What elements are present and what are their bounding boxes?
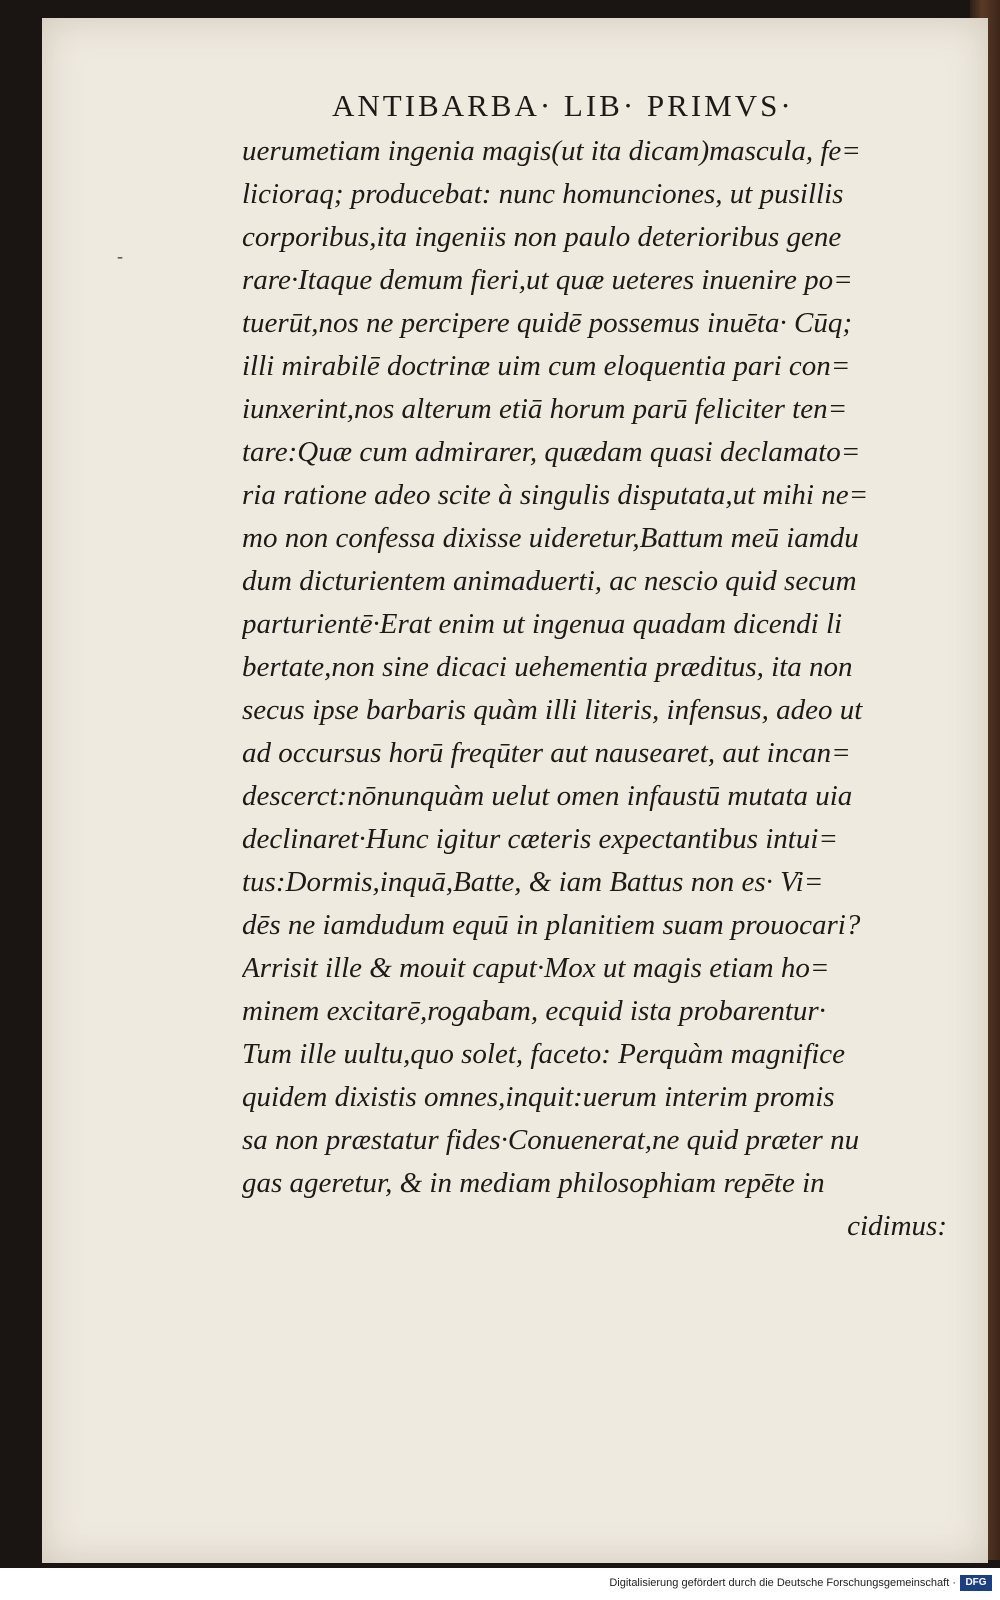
text-line: iunxerint,nos alterum etiā horum parū feliciter ten=	[242, 393, 848, 425]
text-line: dēs ne iamdudum equū in planitiem suam prouocari?	[242, 909, 861, 941]
text-line: illi mirabilē doctrinæ uim cum eloquentia pari con=	[242, 350, 851, 382]
text-line: mo non confessa dixisse uideretur,Battum meū iamdu	[242, 522, 859, 554]
text-line: secus ipse barbaris quàm illi literis, infensus, adeo ut	[242, 694, 863, 726]
text-line: Tum ille uultu,quo solet, faceto: Perquàm magnifice	[242, 1038, 846, 1070]
margin-mark: -	[117, 246, 123, 266]
text-line: ria ratione adeo scite à singulis disputata,ut mihi ne=	[242, 479, 869, 511]
text-line: minem excitarē,rogabam, ecquid ista probarentur·	[242, 995, 826, 1027]
text-line: uerumetiam ingenia magis(ut ita dicam)mascula, fe=	[242, 135, 861, 167]
text-block	[242, 130, 982, 1248]
text-line: quidem dixistis omnes,inquit:uerum interim promis	[242, 1081, 835, 1113]
text-line: Arrisit ille & mouit caput·Mox ut magis etiam ho=	[242, 952, 830, 984]
text-line: tus:Dormis,inquā,Batte, & iam Battus non es· Vi=	[242, 866, 824, 898]
text-line: bertate,non sine dicaci uehementia præditus, ita non	[242, 651, 853, 683]
dfg-logo: DFG	[960, 1575, 992, 1591]
text-line: tare:Quæ cum admirarer, quædam quasi declamato=	[242, 436, 861, 468]
book-page	[42, 18, 988, 1563]
digitization-footer	[0, 1568, 1000, 1600]
text-line: licioraq; producebat: nunc homunciones, ut pusillis	[242, 178, 844, 210]
text-line: dum dicturientem animaduerti, ac nescio quid secum	[242, 565, 857, 597]
text-line: rare·Itaque demum fieri,ut quæ ueteres inuenire po=	[242, 264, 853, 296]
funding-credit: Digitalisierung gefördert durch die Deutsche Forschungsgemeinschaft ·	[609, 1577, 956, 1589]
catchword: cidimus:	[847, 1210, 947, 1242]
text-line: declinaret·Hunc igitur cæteris expectantibus intui=	[242, 823, 838, 855]
text-line: corporibus,ita ingeniis non paulo deterioribus gene	[242, 221, 842, 253]
text-line: gas ageretur, & in mediam philosophiam repēte in	[242, 1167, 825, 1199]
text-line: ad occursus horū freqūter aut nausearet, aut incan=	[242, 737, 851, 769]
running-head: ANTIBARBA· LIB· PRIMVS·	[332, 88, 794, 123]
page-content	[42, 18, 988, 1563]
text-line: parturientē·Erat enim ut ingenua quadam dicendi li	[242, 608, 843, 640]
text-line: descerct:nōnunquàm uelut omen infaustū mutata uia	[242, 780, 853, 812]
text-line: sa non præstatur fides·Conuenerat,ne quid præter nu	[242, 1124, 860, 1156]
text-line: tuerūt,nos ne percipere quidē possemus inuēta· Cūq;	[242, 307, 852, 339]
